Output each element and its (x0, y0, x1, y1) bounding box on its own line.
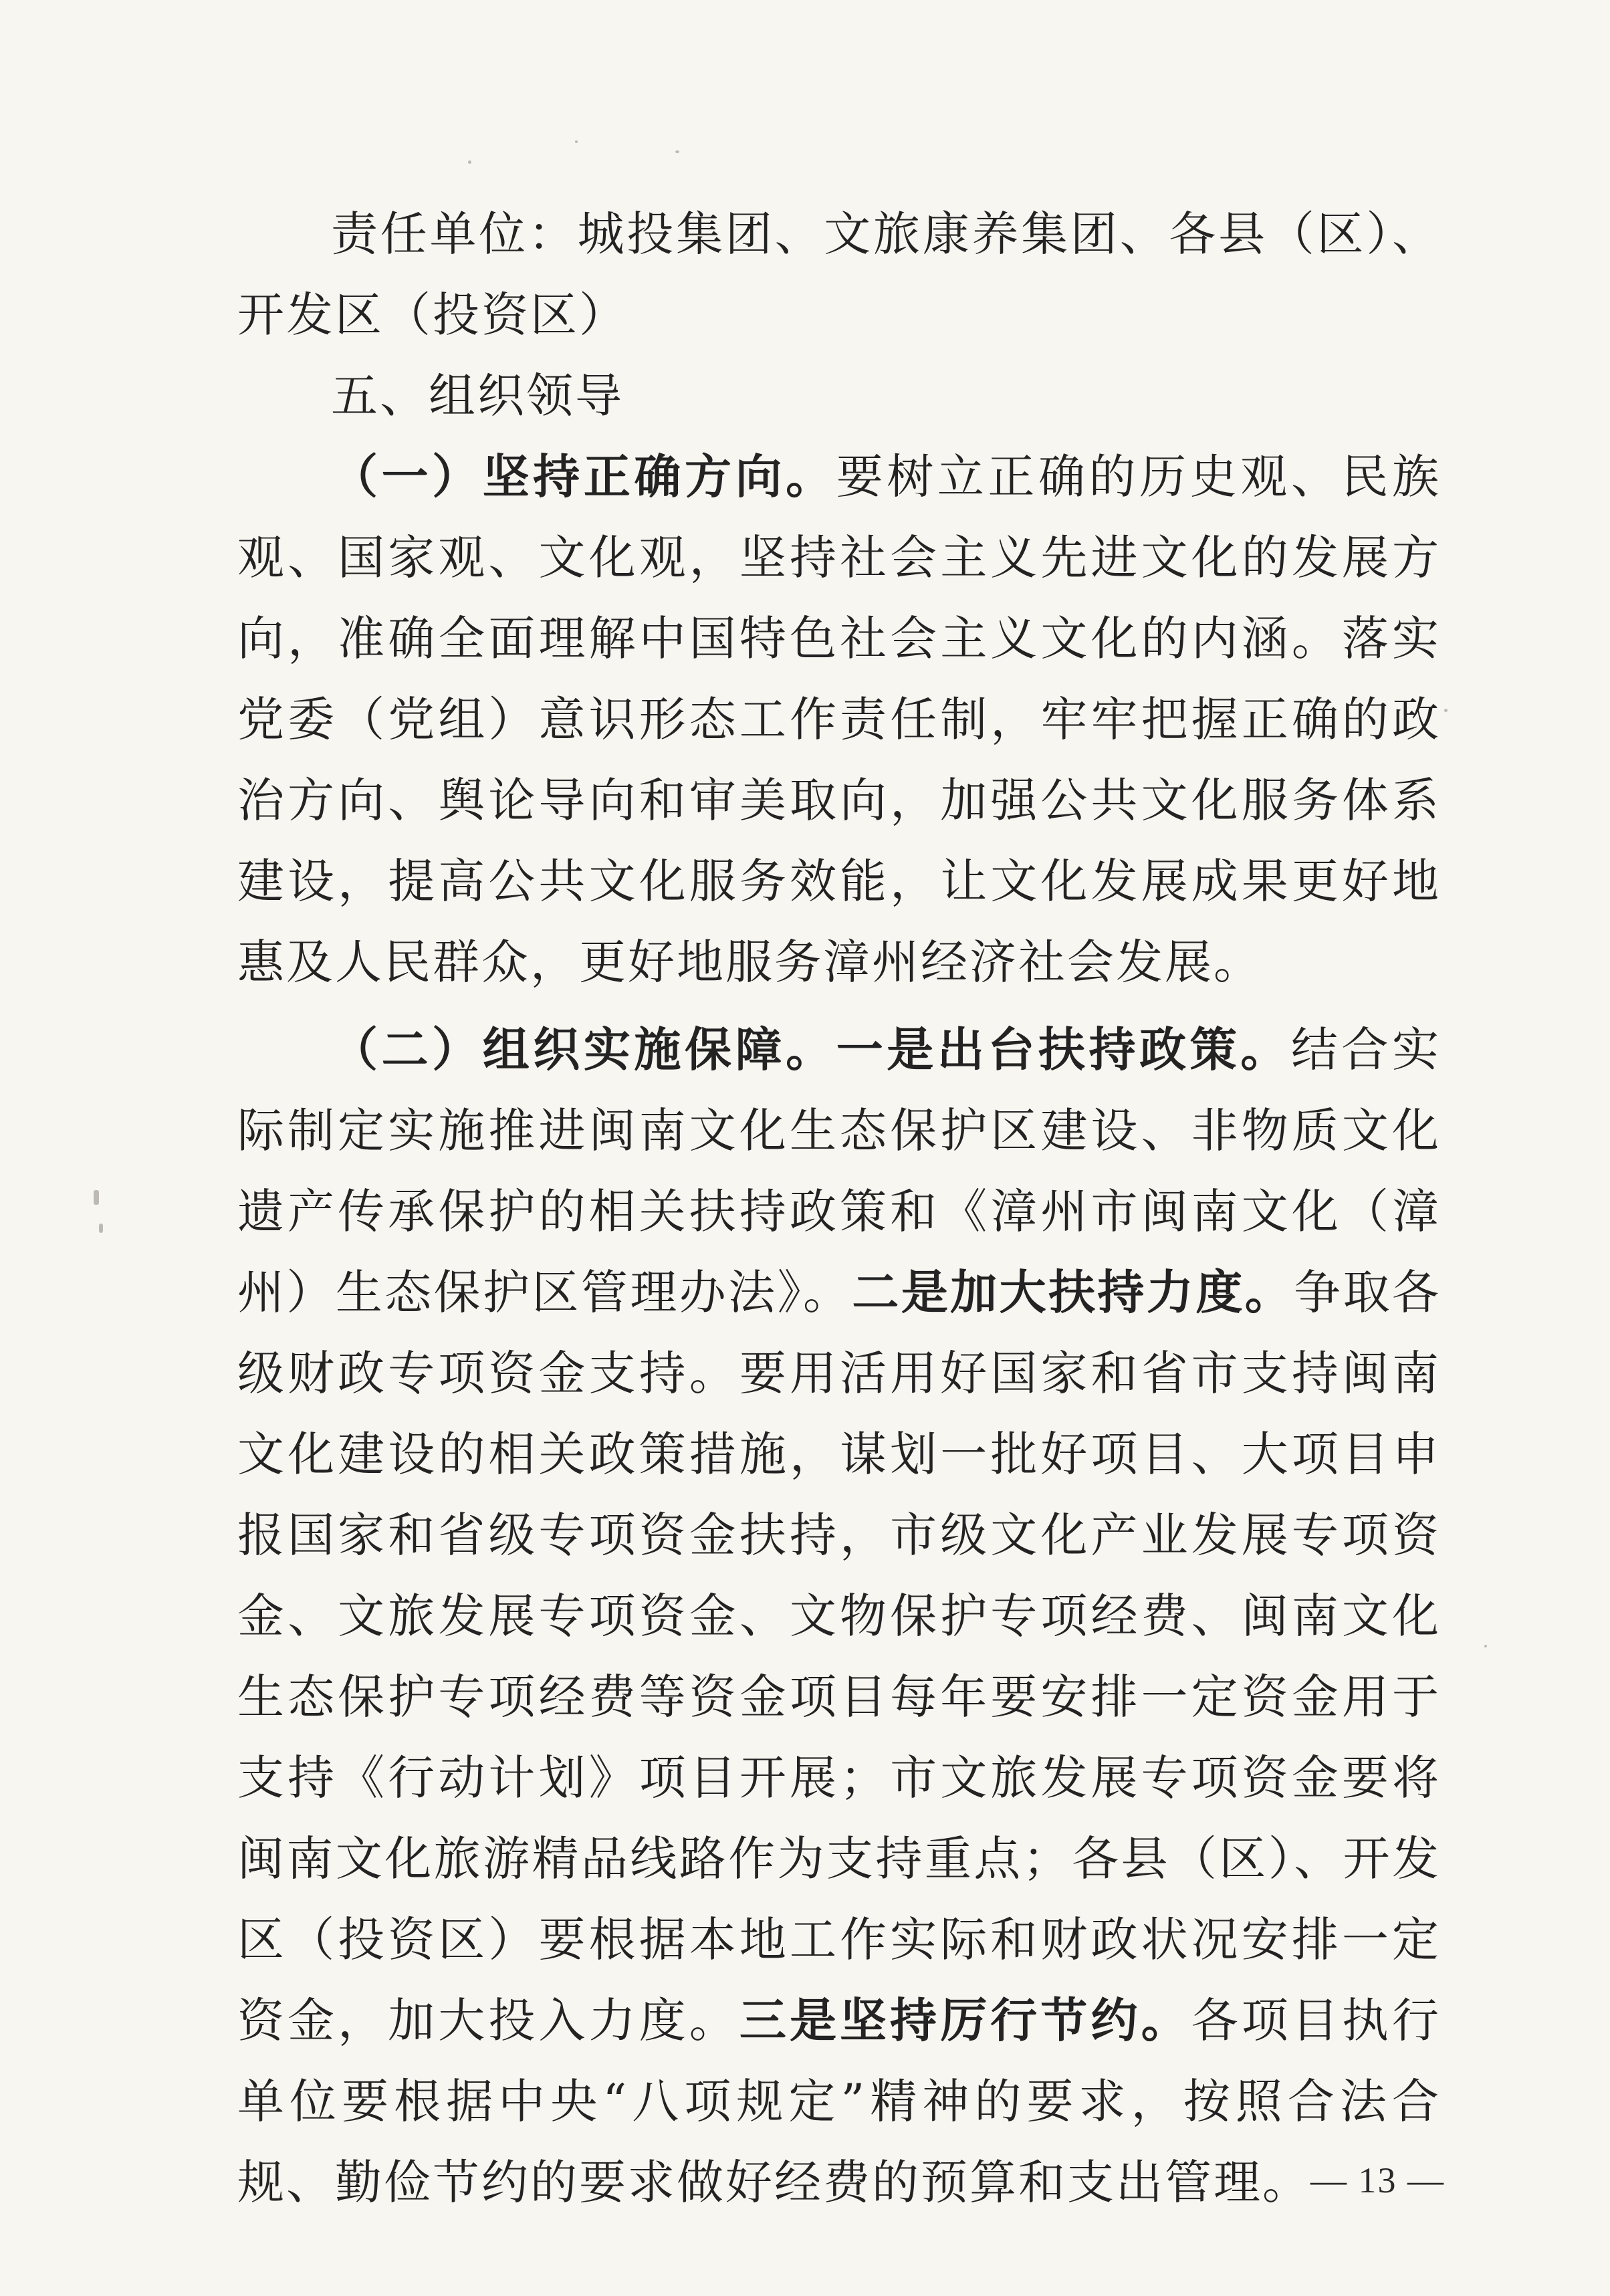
paragraph-direction-heading: （一）坚持正确方向。 (331, 449, 836, 504)
section-heading: 五、组织领导 (331, 368, 624, 423)
document-body (237, 194, 1441, 2223)
scan-speck (468, 160, 471, 164)
paragraph-implementation-subheading-3: 三是坚持厉行节约。 (739, 1993, 1191, 2048)
paragraph-implementation-subheading-2: 二是加大扶持力度。 (852, 1265, 1294, 1320)
paragraph-direction (237, 437, 1441, 1003)
paragraph-gap (237, 1003, 1441, 1010)
paragraph-implementation-text-3: 各项目执行单位要根据中央“八项规定”精神的要求，按照合法合规、勤俭节约的要求做好经费的预算和支出管理。 (237, 1993, 1442, 2210)
paragraph-implementation-heading: （二）组织实施保障。一是出台扶持政策。 (331, 1022, 1291, 1077)
paragraph-implementation-text-2: 争取各级财政专项资金支持。要用活用好国家和省市支持闽南文化建设的相关政策措施，谋划一批好项目、大项目申报国家和省级专项资金扶持，市级文化产业发展专项资金、文旅发展专项资金、文物保护专项经费、闽南文化生态保护专项经费等资金项目每年要安排一定资金用于支持《行动计划》项目开展；市文旅发展专项资金要将闽南文化旅游精品线路作为支持重点；各县（区）、开发区（投资区）要根据本地工作实际和财政状况安排一定资金，加大投入力度。 (237, 1265, 1442, 2048)
scan-speck (1484, 1645, 1487, 1647)
responsibility-line: 责任单位：城投集团、文旅康养集团、各县（区）、开发区（投资区） (237, 207, 1441, 342)
paragraph-implementation-text-1: 结合实际制定实施推进闽南文化生态保护区建设、非物质文化遗产传承保护的相关扶持政策和《漳州市闽南文化（漳州）生态保护区管理办法》。 (237, 1022, 1442, 1320)
scan-speck (1444, 709, 1448, 712)
scan-speck (575, 140, 578, 143)
scan-speck (675, 150, 679, 153)
scan-speck (99, 1224, 103, 1233)
page-number: — 13 — (1310, 2160, 1445, 2200)
paragraph-direction-text: 要树立正确的历史观、民族观、国家观、文化观，坚持社会主义先进文化的发展方向，准确全面理解中国特色社会主义文化的内涵。落实党委（党组）意识形态工作责任制，牢牢把握正确的政治方向、舆论导向和审美取向，加强公共文化服务体系建设，提高公共文化服务效能，让文化发展成果更好地惠及人民群众，更好地服务漳州经济社会发展。 (237, 449, 1442, 990)
scan-speck (94, 1190, 99, 1205)
paragraph-implementation (237, 1010, 1441, 2223)
